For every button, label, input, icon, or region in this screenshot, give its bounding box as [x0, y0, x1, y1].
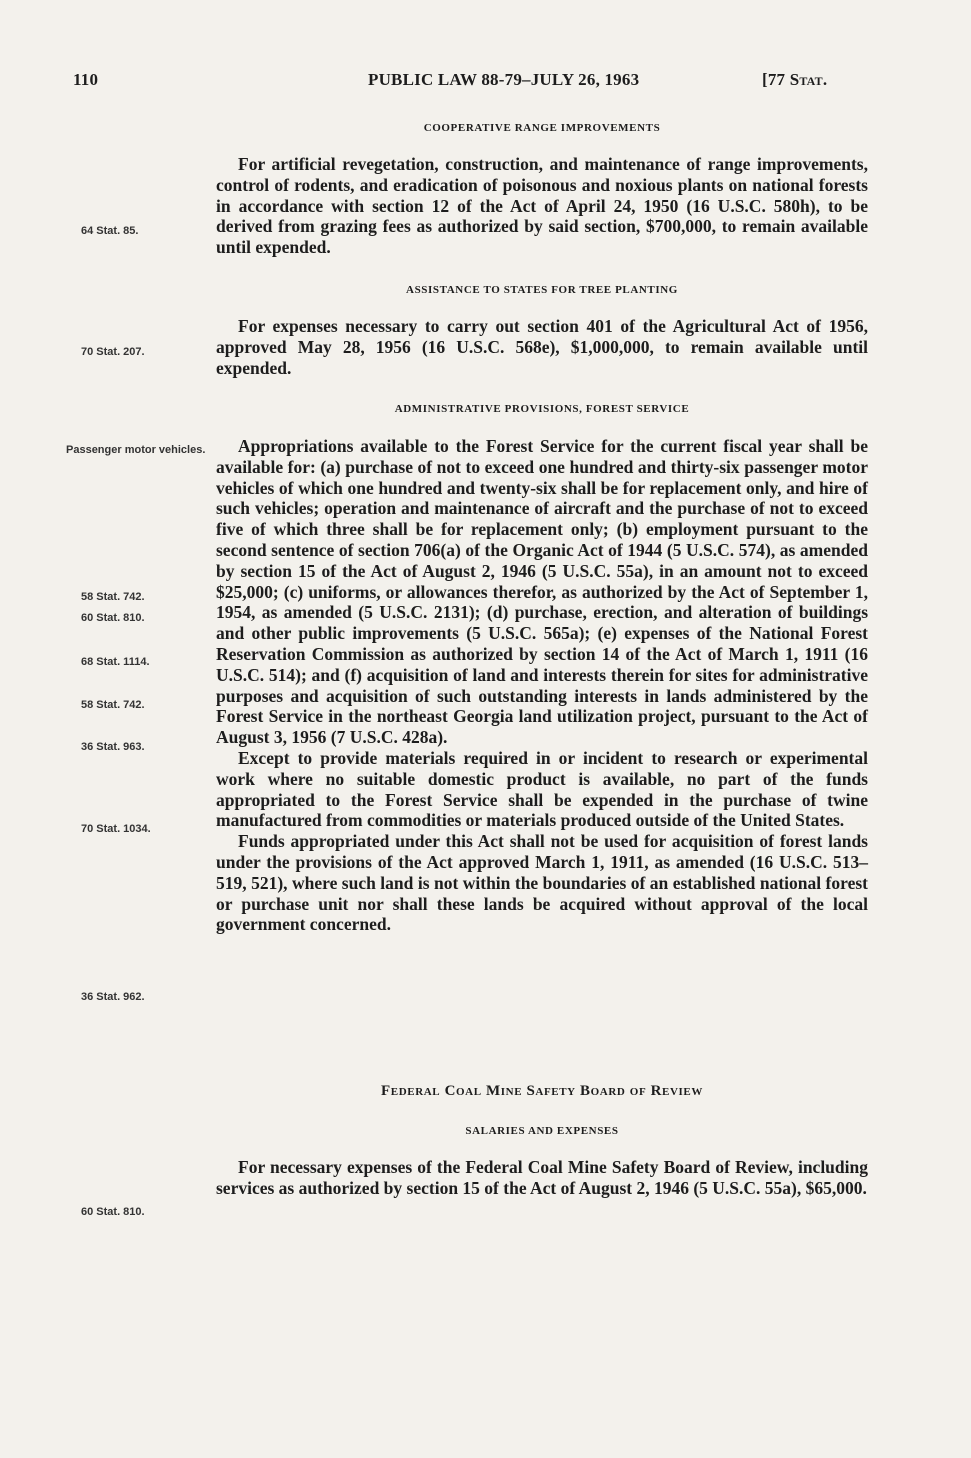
paragraph-coal-mine-board: For necessary expenses of the Federal Coal Mine Safety Board of Review, including services as authorized by section 15 of the Act of August 2, 1946 (5 U.S.C. 55a), $65,000.: [216, 1157, 868, 1198]
heading-administrative-provisions: ADMINISTRATIVE PROVISIONS, FOREST SERVICE: [394, 403, 690, 415]
section-tree-planting: [216, 316, 868, 378]
margin-note-60-stat-810-b: 60 Stat. 810.: [81, 1206, 145, 1218]
margin-note-58-stat-742-b: 58 Stat. 742.: [81, 699, 145, 711]
margin-note-70-stat-207: 70 Stat. 207.: [81, 346, 145, 358]
heading-coal-mine-board: Federal Coal Mine Safety Board of Review: [381, 1083, 703, 1099]
section-coal-mine-board: [216, 1157, 868, 1199]
margin-note-36-stat-963: 36 Stat. 963.: [81, 741, 145, 753]
paragraph-appropriations: Appropriations available to the Forest Service for the current fiscal year shall be available for: (a) purchase of not to exceed one hundred and thirty-six passenger motor vehicles of which one hundred and twenty-six shall be for replacement only, and hire of such vehicles; operation and maintenance of aircraft and the purchase of not to exceed five of which three shall be for replacement only; (b) employment pursuant to the second sentence of section 706(a) of the Organic Act of 1944 (5 U.S.C. 574), as amended by section 15 of the Act of August 2, 1946 (5 U.S.C. 55a), in an amount not to exceed $25,000; (c) uniforms, or allowances therefor, as authorized by the Act of September 1, 1954, as amended (5 U.S.C. 2131); (d) purchase, erection, and alteration of buildings and other public improvements (5 U.S.C. 565a); (e) expenses of the National Forest Reservation Commission as authorized by section 14 of the Act of March 1, 1911 (16 U.S.C. 514); and (f) acquisition of land and interests therein for sites for administrative purposes and acquisition of such outstanding interests in lands administered by the Forest Service in the northeast Georgia land utilization project, pursuant to the Act of August 3, 1956 (7 U.S.C. 428a).: [216, 436, 868, 748]
margin-note-68-stat-1114: 68 Stat. 1114.: [81, 656, 150, 668]
heading-tree-planting: ASSISTANCE TO STATES FOR TREE PLANTING: [406, 284, 678, 296]
margin-note-passenger-vehicles: Passenger motor vehicles.: [66, 444, 206, 456]
heading-salaries-expenses: SALARIES AND EXPENSES: [465, 1125, 619, 1137]
section-administrative-provisions: [216, 436, 868, 935]
paragraph-cooperative-range: For artificial revegetation, construction, and maintenance of range improvements, control of rodents, and eradication of poisonous and noxious plants on national forests in accordance with section 12 of the Act of April 24, 1950 (16 U.S.C. 580h), to be derived from grazing fees as authorized by said section, $700,000, to remain available until expended.: [216, 154, 868, 258]
stat-reference-text: [77 Stat.: [762, 70, 828, 89]
paragraph-twine: Except to provide materials required in or incident to research or experimental work where no suitable domestic product is available, no part of the funds appropriated to the Forest Service shall be expended in the purchase of twine manufactured from commodities or materials produced outside of the United States.: [216, 747, 868, 831]
margin-note-64-stat-85: 64 Stat. 85.: [81, 225, 139, 237]
running-title: PUBLIC LAW 88-79–JULY 26, 1963: [368, 70, 640, 89]
margin-note-70-stat-1034: 70 Stat. 1034.: [81, 823, 151, 835]
paragraph-tree-planting: For expenses necessary to carry out section 401 of the Agricultural Act of 1956, approved May 28, 1956 (16 U.S.C. 568e), $1,000,000, to remain available until expended.: [216, 316, 868, 378]
heading-cooperative-range: COOPERATIVE RANGE IMPROVEMENTS: [423, 122, 661, 134]
stat-reference: [762, 70, 827, 90]
paragraph-forest-lands: Funds appropriated under this Act shall not be used for acquisition of forest lands under the provisions of the Act approved March 1, 1911, as amended (16 U.S.C. 513–519, 521), where such land is not within the boundaries of an established national forest or purchase unit nor shall these lands be acquired without approval of the local government concerned.: [216, 831, 868, 935]
margin-note-58-stat-742-a: 58 Stat. 742.: [81, 591, 145, 603]
margin-note-36-stat-962: 36 Stat. 962.: [81, 991, 145, 1003]
section-cooperative-range: [216, 154, 868, 258]
margin-note-60-stat-810-a: 60 Stat. 810.: [81, 612, 145, 624]
page-number: 110: [73, 70, 99, 89]
